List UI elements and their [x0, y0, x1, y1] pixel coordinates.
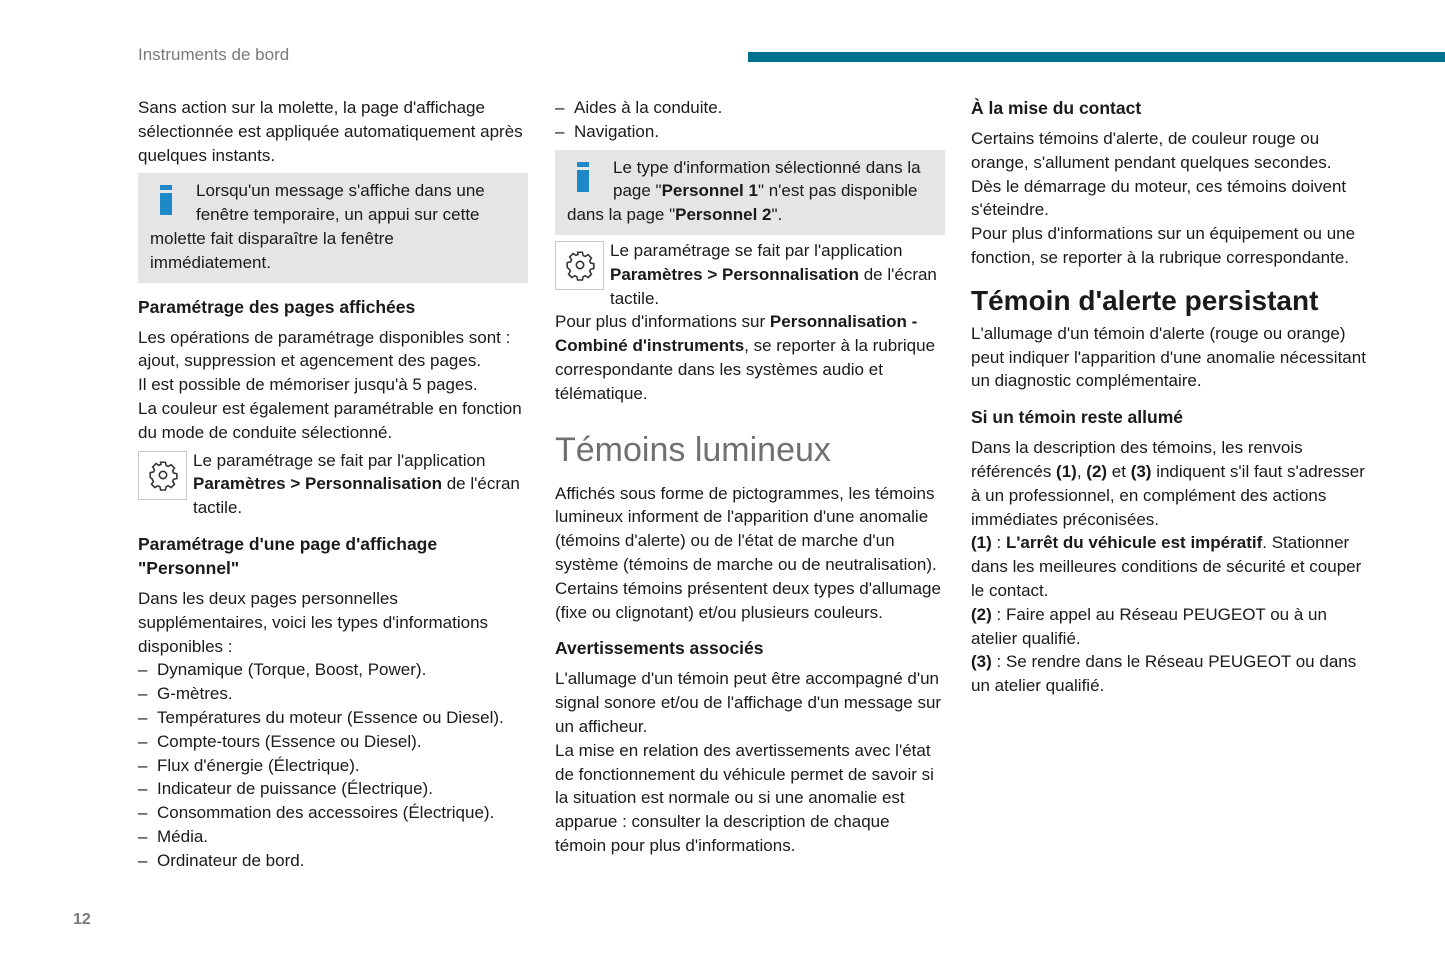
reference-1: (1) : L'arrêt du véhicule est impératif. Stationner dans les meilleures conditions de sécurité et couper le contact. — [971, 533, 1362, 600]
section-title-warning-lights: Témoins lumineux — [555, 430, 831, 469]
section-heading-personal-page: Paramétrage d'une page d'affichage "Personnel" — [138, 533, 438, 578]
list-item: – Compte-tours (Essence ou Diesel). — [138, 731, 422, 751]
column-3 — [971, 96, 1371, 698]
list-item: – G-mètres. — [138, 684, 233, 704]
list-item: – Navigation. — [555, 121, 660, 141]
list-item: – Ordinateur de bord. — [138, 850, 305, 870]
section-heading-stays-on: Si un témoin reste allumé — [971, 407, 1183, 428]
section-heading-pages: Paramétrage des pages affichées — [138, 296, 416, 317]
settings-note: Le paramétrage se fait par l'application Paramètres > Personnalisation de l'écran tactile. — [555, 239, 945, 310]
paragraph: L'allumage d'un témoin peut être accompagné d'un signal sonore et/ou de l'affichage d'un message sur un afficheur. — [555, 669, 942, 736]
header-accent-bar — [748, 52, 1445, 62]
paragraph: Certains témoins d'alerte, de couleur rouge ou orange, s'allument pendant quelques secondes. — [971, 129, 1332, 172]
paragraph: Les opérations de paramétrage disponibles sont : ajout, suppression et agencement des pages. — [138, 327, 511, 371]
info-box-text: Lorsqu'un message s'affiche dans une fenêtre temporaire, un appui sur cette molette fait disparaître la fenêtre immédiatement. — [150, 181, 485, 272]
column-1 — [138, 96, 528, 873]
paragraph: Dès le démarrage du moteur, ces témoins doivent s'éteindre. — [971, 176, 1347, 220]
info-box — [138, 173, 528, 282]
paragraph: Il est possible de mémoriser jusqu'à 5 pages. — [138, 375, 478, 395]
page-number: 12 — [73, 911, 91, 928]
intro-paragraph: Sans action sur la molette, la page d'affichage sélectionnée est appliquée automatiquement après quelques instants. — [138, 98, 523, 165]
paragraph: L'allumage d'un témoin d'alerte (rouge ou orange) peut indiquer l'apparition d'une anomalie nécessitant un diagnostic complémentaire. — [971, 323, 1366, 391]
list-item: – Consommation des accessoires (Électrique). — [138, 803, 495, 823]
section-title-persistent-warning: Témoin d'alerte persistant — [971, 284, 1319, 316]
gear-icon — [555, 241, 604, 290]
gear-icon — [138, 451, 187, 500]
reference-2: (2) : Faire appel au Réseau PEUGEOT ou à un atelier qualifié. — [971, 604, 1327, 648]
list-item: – Indicateur de puissance (Électrique). — [138, 779, 433, 799]
section-heading-warnings: Avertissements associés — [555, 638, 764, 659]
paragraph: Dans la description des témoins, les renvois référencés (1), (2) et (3) indiquent s'il faut s'adresser à un professionnel, en complément des actions immédiates préconisées. — [971, 438, 1365, 529]
paragraph: La couleur est également paramétrable en fonction du mode de conduite sélectionné. — [138, 398, 522, 442]
list-item: – Dynamique (Torque, Boost, Power). — [138, 660, 427, 680]
paragraph: Affichés sous forme de pictogrammes, les témoins lumineux informent de l'apparition d'une anomalie (témoins d'alerte) ou de l'état de marche d'un système (témoins de marche ou de neutralisation). Certains témoins présentent deux types d'allumage (fixe ou clignotant) et/ou plusieurs couleurs. — [555, 483, 941, 622]
info-icon — [160, 185, 174, 215]
list-item: – Flux d'énergie (Électrique). — [138, 755, 360, 775]
info-box: Le type d'information sélectionné dans la page "Personnel 1" n'est pas disponible dans la page "Personnel 2". — [555, 150, 945, 235]
column-2 — [555, 96, 945, 858]
list-item: – Média. — [138, 826, 209, 846]
info-icon — [577, 162, 591, 192]
paragraph: La mise en relation des avertissements avec l'état de fonctionnement du véhicule permet de savoir si la situation est normale ou si une anomalie est apparue : consulter la description de chaque témoin pour plus d'informations. — [555, 740, 934, 855]
reference-3: (3) : Se rendre dans le Réseau PEUGEOT ou dans un atelier qualifié. — [971, 652, 1357, 696]
paragraph: Pour plus d'informations sur un équipement ou une fonction, se reporter à la rubrique correspondante. — [971, 224, 1356, 267]
list-item: – Aides à la conduite. — [555, 98, 723, 117]
info-types-list — [138, 658, 528, 872]
settings-note: Le paramétrage se fait par l'application Paramètres > Personnalisation de l'écran tactile. — [138, 449, 528, 520]
running-header: Instruments de bord — [138, 45, 290, 64]
section-heading-ignition: À la mise du contact — [971, 98, 1142, 118]
more-info-paragraph: Pour plus d'informations sur Personnalisation - Combiné d'instruments, se reporter à la rubrique correspondante dans les systèmes audio et télématique. — [555, 312, 936, 403]
paragraph: Dans les deux pages personnelles supplémentaires, voici les types d'informations disponibles : — [138, 588, 489, 656]
list-item: – Températures du moteur (Essence ou Diesel). — [138, 707, 504, 727]
